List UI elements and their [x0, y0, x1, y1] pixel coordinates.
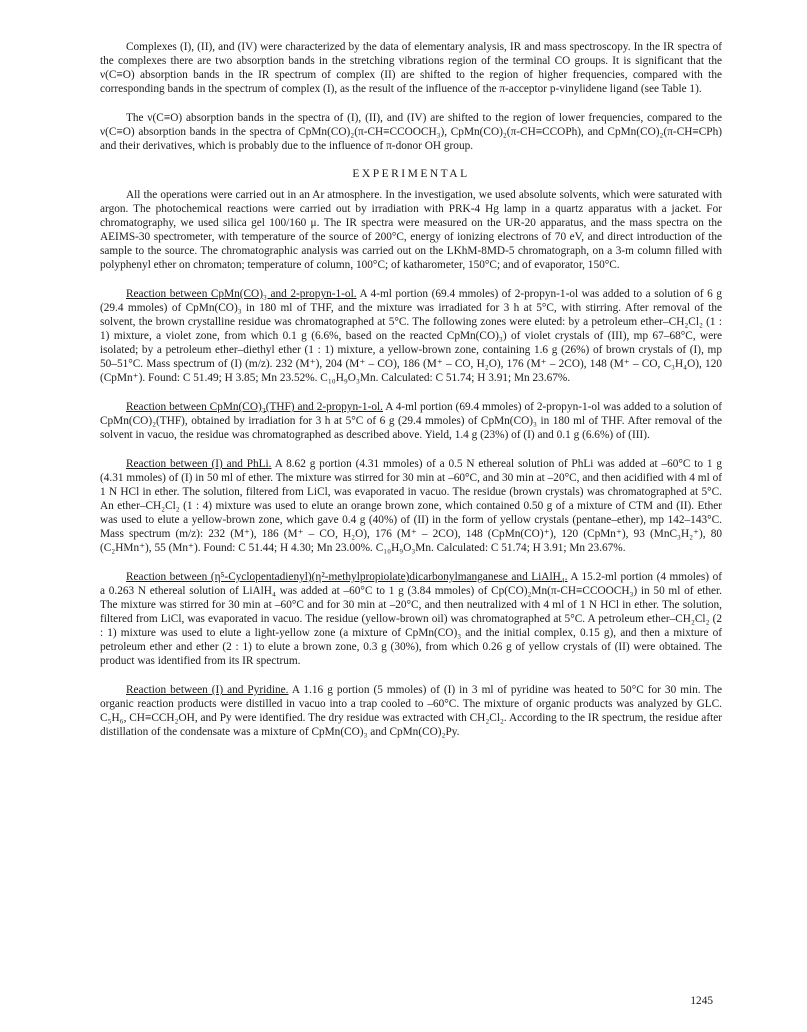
reaction-body: A 15.2-ml portion (4 mmoles) of a 0.263 N ethereal solution of LiAlH₄ was added at –60°C to 1 g (3.84 mmoles) of Cp(CO)₂Mn(π-CH≡CCOOCH₃) in 50 ml of ether. The mixture was stirred for 30 min at –60°C and for 30 min at –20°C, and then neutralized with 4 ml of 1 N HCl in ether. The solution, filtered from LiCl, was evaporated in vacuo. The residue (yellow-brown oil) was chromatographed at 5°C. A petroleum ether–CH₂Cl₂ (2 : 1) mixture was used to elute a light-yellow zone (a mixture of CpMn(CO)₃ and the initial complex, 0.15 g), and then a mixture of petroleum ether and ether (2 : 1) to elute a brown zone, 0.3 g (30%), from which 0.26 g of yellow crystals of (II) were obtained. The product was identified from its IR spectrum.: [100, 571, 722, 667]
reaction-paragraph-3: [100, 457, 722, 555]
reaction-heading: Reaction between (I) and PhLi.: [126, 458, 272, 470]
reaction-paragraph-4: [100, 570, 722, 668]
section-title: EXPERIMENTAL: [352, 168, 470, 180]
general-paragraph-text: All the operations were carried out in an Ar atmosphere. In the investigation, we used absolute solvents, which were saturated with argon. The photochemical reactions were carried out by irradiation with PRK-4 Hg lamp in a quartz apparatus with a jacket. For chromatography, we used silica gel 100/160 μ. The IR spectra were measured on the UR-20 apparatus, and the mass spectra on the AEIMS-30 spectrometer, with temperature of the source of 200°C, energy of ionizing electrons of 70 eV, and direct introduction of the sample to the source. The chromatographic analysis was carried out on the LKhM-8MD-5 chromatograph, on a 3-m column filled with polyphenyl ether on chromaton; temperature of column, 100°C; of katharometer, 150°C; and of evaporator, 150°C.: [100, 189, 722, 271]
reaction-heading: Reaction between CpMn(CO)₃ and 2-propyn-1-ol.: [126, 288, 357, 300]
reaction-paragraph-5: [100, 683, 722, 739]
intro-paragraph-2: [100, 111, 722, 153]
intro-paragraph-2-text: The ν(C≡O) absorption bands in the spectra of (I), (II), and (IV) are shifted to the region of lower frequencies, compared to the ν(C≡O) absorption bands in the spectra of CpMn(CO)₂(π-CH≡CCOOCH₃), CpMn(CO)₂(π-CH≡CCOPh), and CpMn(CO)₂(π-CH≡CPh) and their derivatives, which is probably due to the influence of π-donor OH group.: [100, 112, 722, 152]
reaction-body: A 4-ml portion (69.4 mmoles) of 2-propyn-1-ol was added to a solution of CpMn(CO)₂(THF), obtained by irradiation for 3 h at 5°C of 6 g (29.4 mmoles) of CpMn(CO)₃ in 180 ml of THF. After removal of the solvent in vacuo, the residue was chromatographed as described above. Yield, 1.4 g (23%) of (I) and 0.1 g (6.6%) of (III).: [100, 401, 722, 441]
reaction-body: A 1.16 g portion (5 mmoles) of (I) in 3 ml of pyridine was heated to 50°C for 30 min. The organic reaction products were distilled in vacuo into a trap cooled to –60°C. The mixture of organic products was analyzed by GLC. C₅H₆, CH≡CCH₂OH, and Py were identified. The dry residue was extracted with CH₂Cl₂. According to the IR spectrum, the residue after distillation of the condensate was a mixture of CpMn(CO)₃ and CpMn(CO)₂Py.: [100, 684, 722, 738]
reaction-body: A 8.62 g portion (4.31 mmoles) of a 0.5 N ethereal solution of PhLi was added at –60°C to 1 g (4.31 mmoles) of (I) in 50 ml of ether. The mixture was stirred for 30 min at –60°C, and 30 min at –20°C, and then acidified with 4 ml of 1 N HCl in ether. The solution, filtered from LiCl, was evaporated in vacuo. The residue (brown crystals) was chromatographed at 5°C. An ether–CH₂Cl₂ (1 : 4) mixture was used to elute an orange brown zone, which contained 0.50 g of a mixture of CTM and (II). Ether was used to elute a yellow-brown zone, which gave 0.4 g (40%) of (II) in the form of yellow crystals (pentane–ether), mp 142–143°C. Mass spectrum (m/z): 232 (M⁺), 186 (M⁺ – CO, H₂O), 176 (M⁺ – 2CO), 148 (CpMn(CO)⁺), 120 (CpMn⁺), 93 (MnC₃H₂⁺), 80 (C₂HMn⁺), 55 (Mn⁺). Found: C 51.44; H 4.30; Mn 23.00%. C₁₀H₉O₃Mn. Calculated: C 51.74; H 3.91; Mn 23.67%.: [100, 458, 722, 554]
general-paragraph: [100, 188, 722, 272]
reaction-body: A 4-ml portion (69.4 mmoles) of 2-propyn-1-ol was added to a solution of 6 g (29.4 mmoles) of CpMn(CO)₃ in 180 ml of THF, and the mixture was irradiated for 3 h at 5°C, with stirring. After removal of the solvent, the brown crystalline residue was chromatographed at 5°C. The following zones were eluted: by a petroleum ether–CH₂Cl₂ (1 : 1) mixture, a violet zone, from which 0.1 g (6.6%, based on the reacted CpMn(CO)₃) of violet crystals of (III), mp 67–68°C, were isolated; by a petroleum ether–diethyl ether (1 : 1) mixture, a yellow-brown zone, containing 1.6 g (26%) of brown crystals of (I), mp 50–51°C. Mass spectrum of (I) (m/z). 232 (M⁺), 204 (M⁺ – CO), 186 (M⁺ – CO, H₂O), 176 (M⁺ – 2CO), 148 (M⁺ – CO, C₃H₄O), 120 (CpMn⁺). Found: C 51.49; H 3.85; Mn 23.52%. C₁₀H₉O₃Mn. Calculated: C 51.74; H 3.91; Mn 23.67%.: [100, 288, 722, 384]
reaction-paragraph-1: [100, 287, 722, 385]
intro-paragraph-1-text: Complexes (I), (II), and (IV) were characterized by the data of elementary analysis, IR and mass spectroscopy. In the IR spectra of the complexes there are two absorption bands in the stretching vibrations region of the terminal CO groups. It is significant that the ν(C≡O) absorption bands in the IR spectrum of complex (II) are shifted to the region of higher frequencies, compared with the corresponding bands in the spectrum of complex (I), as the result of the influence of the π-acceptor p-vinylidene ligand (see Table 1).: [100, 41, 722, 95]
reaction-heading: Reaction between (I) and Pyridine.: [126, 684, 289, 696]
intro-paragraph-1: [100, 40, 722, 96]
reaction-heading: Reaction between (η⁵-Cyclopentadienyl)(η²-methylpropiolate)dicarbonylmanganese and LiAlH₄.: [126, 571, 568, 583]
page-number: 1245: [690, 995, 713, 1007]
reaction-heading: Reaction between CpMn(CO)₂(THF) and 2-propyn-1-ol.: [126, 401, 383, 413]
article-page: [100, 40, 722, 754]
reaction-paragraph-2: [100, 400, 722, 442]
